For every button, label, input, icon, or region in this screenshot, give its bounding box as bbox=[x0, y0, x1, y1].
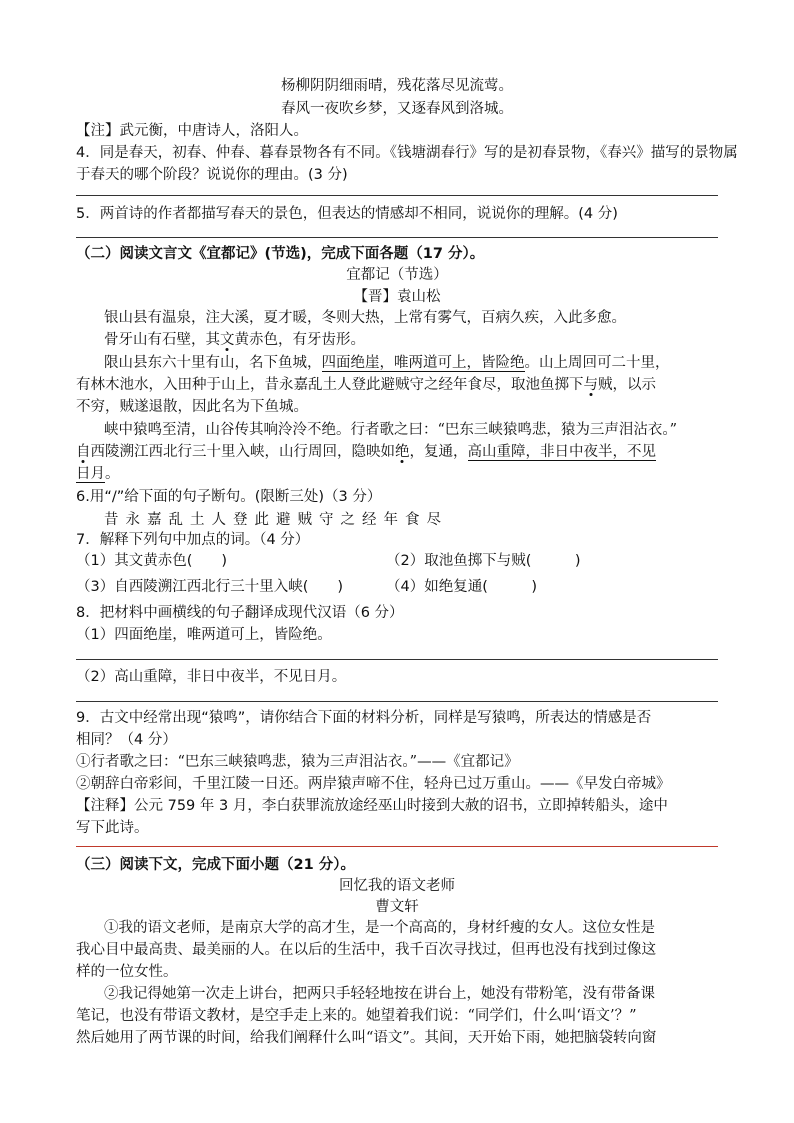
text-run: 骨牙山有石壁，其 bbox=[104, 332, 220, 348]
passage-line bbox=[76, 442, 656, 462]
question-9-quote: ①行者歌之曰：“巴东三峡猿鸣悲，猿为三声泪沾衣。”——《宜都记》 bbox=[76, 754, 519, 770]
passage-line bbox=[76, 375, 656, 395]
question-9-quote: ②朝辞白帝彩间，千里江陵一日还。两岸猿声啼不住，轻舟已过万重山。——《早发白帝城》 bbox=[76, 776, 671, 792]
question-7-item[interactable]: （4）如绝复通( ) bbox=[386, 579, 538, 595]
question-9-cont: 相同？（4 分） bbox=[76, 732, 177, 748]
answer-line[interactable] bbox=[76, 659, 718, 660]
question-4-cont: 于春天的哪个阶段？说说你的理由。(3 分) bbox=[76, 167, 348, 183]
answer-line[interactable] bbox=[76, 701, 718, 702]
text-run: 。 bbox=[105, 466, 120, 482]
question-8: 8．把材料中画横线的句子翻译成现代汉语（6 分） bbox=[76, 605, 404, 621]
passage-paragraph: ①我的语文老师，是南京大学的高才生，是一个高高的，身材纤瘦的女人。这位女性是 bbox=[104, 920, 655, 936]
text-run: 西陵溯江西北行三十里入峡，山行周回，隐映如 bbox=[90, 444, 395, 460]
question-7-item[interactable]: （1）其文黄赤色( ) bbox=[76, 553, 228, 569]
passage-author: 【晋】袁山松 bbox=[353, 289, 441, 305]
passage-line: 我心目中最高贵、最美丽的人。在以后的生活中，我千百次寻找过，但再也没有找到过像这 bbox=[76, 942, 656, 958]
question-9-note: 写下此诗。 bbox=[76, 820, 149, 836]
passage-line bbox=[76, 464, 120, 484]
emphasized-word: 绝 bbox=[395, 444, 410, 460]
question-5: 5．两首诗的作者都描写春天的景色，但表达的情感却不相同，说说你的理解。(4 分) bbox=[76, 206, 618, 222]
passage-paragraph bbox=[104, 353, 670, 373]
text-run: 贼，以示 bbox=[598, 377, 656, 393]
question-4: 4．同是春天，初春、仲春、暮春景物各有不同。《钱塘湖春行》写的是初春景物，《春兴》描写的景物属 bbox=[76, 145, 738, 161]
text-run: 。山上周回可二十里， bbox=[524, 355, 670, 371]
question-7-item[interactable]: （3）自西陵溯江西北行三十里入峡( ) bbox=[76, 579, 344, 595]
passage-paragraph: ②我记得她第一次走上讲台，把两只手轻轻地按在讲台上，她没有带粉笔，没有带备课 bbox=[104, 986, 655, 1002]
passage-line: 不穷，贼遂退散，因此名为下鱼城。 bbox=[76, 399, 308, 415]
section-heading: （三）阅读下文，完成下面小题（21 分）。 bbox=[76, 857, 355, 873]
emphasized-word: 自 bbox=[76, 444, 91, 460]
emphasized-word: 文 bbox=[220, 332, 235, 348]
poem-note: 【注】武元衡，中唐诗人，洛阳人。 bbox=[76, 123, 308, 139]
passage-title: 回忆我的语文老师 bbox=[339, 878, 455, 894]
section-divider bbox=[76, 846, 718, 847]
passage-paragraph bbox=[104, 330, 365, 350]
question-7-item[interactable]: （2）取池鱼掷下与贼( ) bbox=[386, 553, 581, 569]
question-8-item: （2）高山重障，非日中夜半，不见日月。 bbox=[76, 669, 347, 685]
passage-title: 宜都记（节选） bbox=[346, 267, 448, 283]
answer-line[interactable] bbox=[76, 237, 718, 238]
answer-line[interactable] bbox=[76, 195, 718, 196]
question-6-sentence: 昔永嘉乱土人登此避贼守之经年食尽 bbox=[104, 512, 448, 528]
underlined-sentence: 日月 bbox=[76, 466, 105, 482]
passage-paragraph: 峡中猿鸣至清，山谷传其响泠泠不绝。行者歌之曰：“巴东三峡猿鸣悲，猿为三声泪沾衣。” bbox=[104, 422, 678, 438]
passage-paragraph: 银山县有温泉，注大溪，夏才暖，冬则大热，上常有雾气，百病久疾，入此多愈。 bbox=[104, 310, 626, 326]
question-9: 9．古文中经常出现“猿鸣”，请你结合下面的材料分析，同样是写猿鸣，所表达的情感是否 bbox=[76, 710, 652, 726]
text-run: 有林木池水，入田种于山上，昔永嘉乱土人登此避贼守之经年食尽，取池鱼掷下 bbox=[76, 377, 584, 393]
poem-line: 杨柳阴阴细雨晴，残花落尽见流莺。 bbox=[281, 78, 513, 94]
question-6: 6.用“/”给下面的句子断句。(限断三处)（3 分） bbox=[76, 489, 382, 505]
question-8-item: （1）四面绝崖，唯两道可上，皆险绝。 bbox=[76, 627, 332, 643]
passage-author: 曹文轩 bbox=[375, 899, 419, 915]
passage-line: 笔记，也没有带语文教材，是空手走上来的。她望着我们说：“同学们，什么叫‘语文’？” bbox=[76, 1008, 637, 1024]
question-9-note: 【注释】公元 759 年 3 月，李白获罪流放途经巫山时接到大赦的诏书，立即掉转船头，途中 bbox=[76, 798, 668, 814]
text-run: 限山县东六十里有山，名下鱼城， bbox=[104, 355, 322, 371]
underlined-sentence: 高山重障，非日中夜半，不见 bbox=[467, 444, 656, 460]
passage-line: 然后她用了两节课的时间，给我们阐释什么叫“语文”。其间，天开始下雨，她把脑袋转向窗 bbox=[76, 1030, 657, 1046]
underlined-sentence: 四面绝崖，唯两道可上，皆险绝 bbox=[321, 355, 525, 371]
emphasized-word: 与 bbox=[583, 377, 598, 393]
section-heading: （二）阅读文言文《宜都记》(节选)，完成下面各题（17 分）。 bbox=[76, 246, 485, 262]
passage-line: 样的一位女性。 bbox=[76, 964, 178, 980]
text-run: ，复通， bbox=[409, 444, 468, 460]
text-run: 黄赤色，有牙齿形。 bbox=[234, 332, 365, 348]
poem-line: 春风一夜吹乡梦，又逐春风到洛城。 bbox=[281, 101, 513, 117]
question-7: 7．解释下列句中加点的词。（4 分） bbox=[76, 532, 310, 548]
